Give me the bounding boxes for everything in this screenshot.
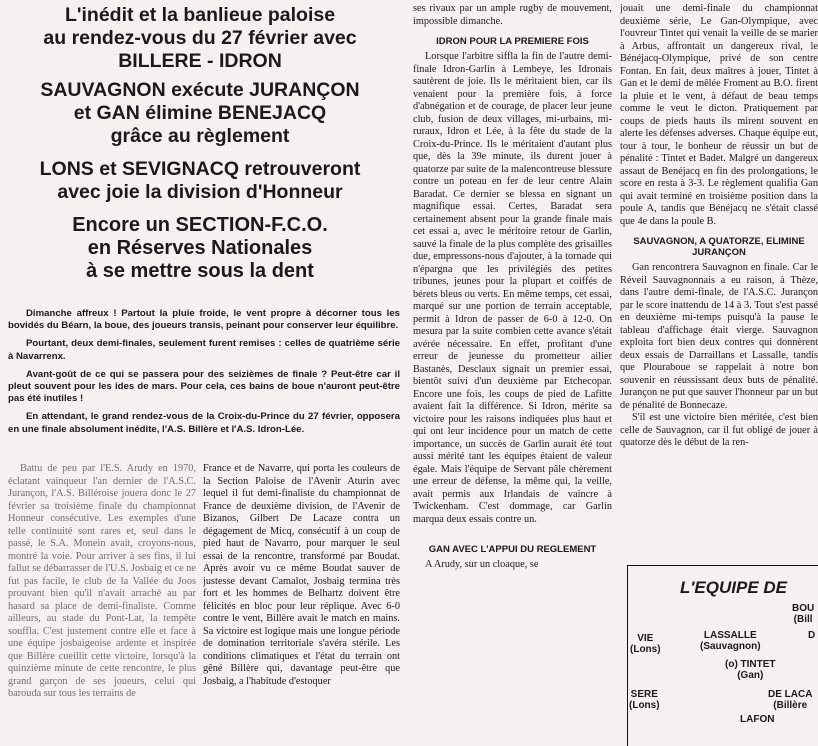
lead-text xyxy=(8,308,400,442)
player-club: (Sauvagnon) xyxy=(700,641,761,652)
column-paragraph: S'il est une victoire bien méritée, c'est bien celle de Sauvagnon, car il fut obligé de jouer à quatorze dès le début de la ren- xyxy=(620,412,818,448)
player-entry xyxy=(792,603,814,625)
headline-line: en Réserves Nationales xyxy=(87,237,313,259)
headline-1 xyxy=(0,4,400,73)
player-entry xyxy=(768,689,812,711)
player-name: (o) TINTET xyxy=(725,659,776,670)
column-paragraph: France et de Navarre, qui porta les couleurs de la Section Paloise de l'Avenir Aturin avec lequel il fut demi-finaliste du championnat de France de deuxième division, de l'Avenir de Bizanos, Gilbert De Lacaze contra un dégagement de Micq, consécutif à un coup de pied haut de Navarro, pour marquer le seul essai de la rencontre, transformé par Boudat. Après avoir vu ce même Boudat sauver de justesse devant Camalot, Josbaig termina très fort et les hommes de Belhartz doivent être félicités en bloc pour leur réplique. Avec 6-0 contre le vent, Billère avait le match en mains. Sa victoire est logique mais une longue période de domination territoriale s'avéra stérile. Les conditions climatiques et l'état du terrain ont gêné Billère qui, davantage peut-être que Josbaig, a l'habitude d'estoquer xyxy=(203,463,400,687)
player-name: DE LACA xyxy=(768,689,813,700)
article-column-4 xyxy=(620,3,818,563)
player-entry xyxy=(630,633,661,655)
headline-line: avec joie la division d'Honneur xyxy=(57,181,343,203)
headline-block xyxy=(0,4,400,283)
player-name: SERE xyxy=(630,689,658,700)
player-name: D xyxy=(808,630,816,641)
player-club: (Billère xyxy=(773,700,808,711)
headline-line: à se mettre sous la dent xyxy=(86,260,314,282)
headline-2 xyxy=(0,79,400,148)
column-paragraph: Battu de peu par l'E.S. Arudy en 1970, éclatant vainqueur l'an dernier de l'A.S.C. Jurançon, l'A.S. Billéroise jouera donc le 27 février sa troisième finale du championnat Honneur consécutive. Les exemples d'une telle continuité sont rares et, seul dans le passé, le S.A. Monein avait, croyons-nous, montré la voie. Pour arriver à ses fins, il lui fallut se débarrasser de l'U.S. Josbaig et ce ne fut pas facile, le club de la Vallée du Joos prouvant bien qu'il n'avait arraché au par hasard sa place de demi-finaliste. Comme ailleurs, au stade du Pont-Lat, la tempête souffla. C'est justement contre elle et face à une équipe josbaigeoise ardente et inspirée que Billère cueillit cette victoire, lorsqu'à la quinzième minute de cette rencontre, le plus grand garçon de ses joueurs, celui qui barouda sur tous les terrains de xyxy=(8,463,196,699)
article-column-2 xyxy=(203,463,400,727)
player-entry xyxy=(740,714,774,725)
column-paragraph: Gan rencontrera Sauvagnon en finale. Car le Réveil Sauvagnonnais a eu raison, à Thèze, dans l'autre demi-finale, de l'A.S.C. Jurançon par le score inattendu de 14 à 3. Tout s'est passé en deuxième mi-temps puisqu'à la pause le tableau d'affichage était vierge. Sauvagnon exploita fort bien deux contres qui donnèrent deux essais de Darraillans et Lassalle, tandis que Plouraboue se rappelait à notre bon souvenir en réussissant deux buts de pénalité. Jurançon ne put que sauver l'honneur par un but de pénalité de Bonnecaze. xyxy=(620,262,818,411)
headline-line: grâce au règlement xyxy=(110,125,290,147)
subheading-idron: IDRON POUR LA PREMIERE FOIS xyxy=(436,36,589,47)
headline-line: Encore un SECTION-F.C.O. xyxy=(72,214,328,236)
headline-3 xyxy=(0,158,400,204)
headline-line: au rendez-vous du 27 février avec xyxy=(43,27,357,49)
headline-line: LONS et SEVIGNACQ retrouveront xyxy=(39,158,361,180)
headline-line: SAUVAGNON exécute JURANÇON xyxy=(40,79,360,101)
article-column-1 xyxy=(8,463,196,727)
subheading-sauvagnon: SAUVAGNON, A QUATORZE, ELIMINE JURANÇON xyxy=(633,236,805,258)
player-name: LASSALLE xyxy=(703,630,757,641)
article-column-3 xyxy=(413,3,612,727)
lead-paragraph: Pourtant, deux demi-finales, seulement furent remises : celles de quatrième série à Navarrenx. xyxy=(8,338,400,362)
lead-paragraph: En attendant, le grand rendez-vous de la Croix-du-Prince du 27 février, opposera en une finale absolument inédite, l'A.S. Billère et l'A.S. Idron-Lée. xyxy=(8,411,400,435)
player-club: (Bill xyxy=(793,614,813,625)
team-box-title: L'EQUIPE DE xyxy=(680,578,788,597)
lead-paragraph: Dimanche affreux ! Partout la pluie froide, le vent propre à décorner tous les bovidés du Béarn, la boue, des joueurs transis, peinant pour conserver leur équilibre. xyxy=(8,308,400,332)
player-name: LAFON xyxy=(740,714,775,725)
subheading-gan: GAN AVEC L'APPUI DU REGLEMENT xyxy=(428,544,597,555)
player-entry xyxy=(725,659,776,681)
column-paragraph: jouait une demi-finale du championnat deuxième série, Le Gan-Olympique, avec l'ouvreur Tintet qui venait la veille de se marier à Arbus, affrontait un dangereux rival, le Bénéjacq-Olympique, privé de son centre Fontan. En fait, deux maîtres à jouer, Tintet à Gan et le demi de mêlée Froment au B.O. firent la pluie et le vent, à défaut de beau temps comme le veut le dicton. Pratiquement par coups de pieds hauts ils mirent souvent en alerte les défenses adverses. Chaque équipe eut, tour à tour, le bonheur de réussir un but de pénalité : Tintet et Badet. Malgré un dangereux assaut de Benéjacq en fin des prolongations, le score en resta à 3-3. Le règlement qualifia Gan qui avait terminé en troisième position dans la poule A, tandis que Bénéjacq ne s'était classé que 4e dans la poule B. xyxy=(620,3,818,227)
player-club: (Lons) xyxy=(630,644,661,655)
player-entry xyxy=(808,630,815,641)
headline-line: et GAN élimine BENEJACQ xyxy=(73,102,327,124)
player-name: BOU xyxy=(792,603,815,614)
player-club: (Lons) xyxy=(629,700,660,711)
headline-line: L'inédit et la banlieue paloise xyxy=(64,4,336,26)
player-entry xyxy=(629,689,660,711)
headline-4 xyxy=(0,214,400,283)
headline-line: BILLERE - IDRON xyxy=(118,50,282,72)
lead-paragraph: Avant-goût de ce qui se passera pour des seizièmes de finale ? Peut-être car il pleut souvent pour les ides de mars. Pour cela, ces bains de boue n'auront peut-être pas été inutiles ! xyxy=(8,368,400,405)
player-name: VIE xyxy=(637,633,654,644)
column-paragraph: Lorsque l'arbitre siffla la fin de l'autre demi-finale Idron-Garlin à Lembeye, les Idronais sautèrent de joie. Ils le méritaient bien, car ils venaient pour la première fois, à force d'abnégation et de courage, de placer leur jeune club, fusion de deux villages, mi-urbains, mi-ruraux, Idron et Lée, à la fête du stade de la Croix-du-Prince. Ils le méritaient d'autant plus que, dès la 39e minute, ils durent jouer à quatorze par suite de la malencontreuse blessure contre un poteau en fer de leur centre Alain Baradat. Ce dernier se blessa en signant un magnifique essai. Certes, Baradat sera certainement absent pour la grande finale mais cet essai a, avec le méritoire retour de Garlin, sauvé la finale de la plus complète des grisailles due, empressons-nous d'ajouter, à la tornade qui n'épargna que les privilégiés des petites tribunes, jeunes pour la plupart et coiffés de bérets bleus ou verts. En même temps, cet essai, marqué sur une portion de terrain acceptable, permit à Idron de passer de 6-0 à 12-0. On mesura par la suite combien cette avance s'était avérée nécessaire. En effet, profitant d'une erreur de jeunesse du prometteur ailier Bastanès, Desclaux signait un premier essai, bientôt suivi d'un deuxième par Etchecopar. Encore une fois, les coups de pied de Lafitte avaient fait la différence. Si Idron, mérite sa victoire pour les raisons indiquées plus haut et qui ont leur incidence pour un match de cette importance, un succès de Garlin aurait été tout aussi mérité tant les équipes étaient de valeur égale. Mais l'équipe de Servant pâle chèrement une erreur de défense, la même qui, la veille, avait permis aux Irlandais de vaincre à Twickenham. C'est dommage, car Garlin marqua deux essais contre un. xyxy=(413,51,612,525)
column-paragraph: ses rivaux par un ample rugby de mouvement, impossible dimanche. xyxy=(413,3,612,27)
player-entry xyxy=(700,630,761,652)
column-paragraph: A Arudy, sur un cloaque, se xyxy=(425,559,539,570)
player-club: (Gan) xyxy=(737,670,764,681)
